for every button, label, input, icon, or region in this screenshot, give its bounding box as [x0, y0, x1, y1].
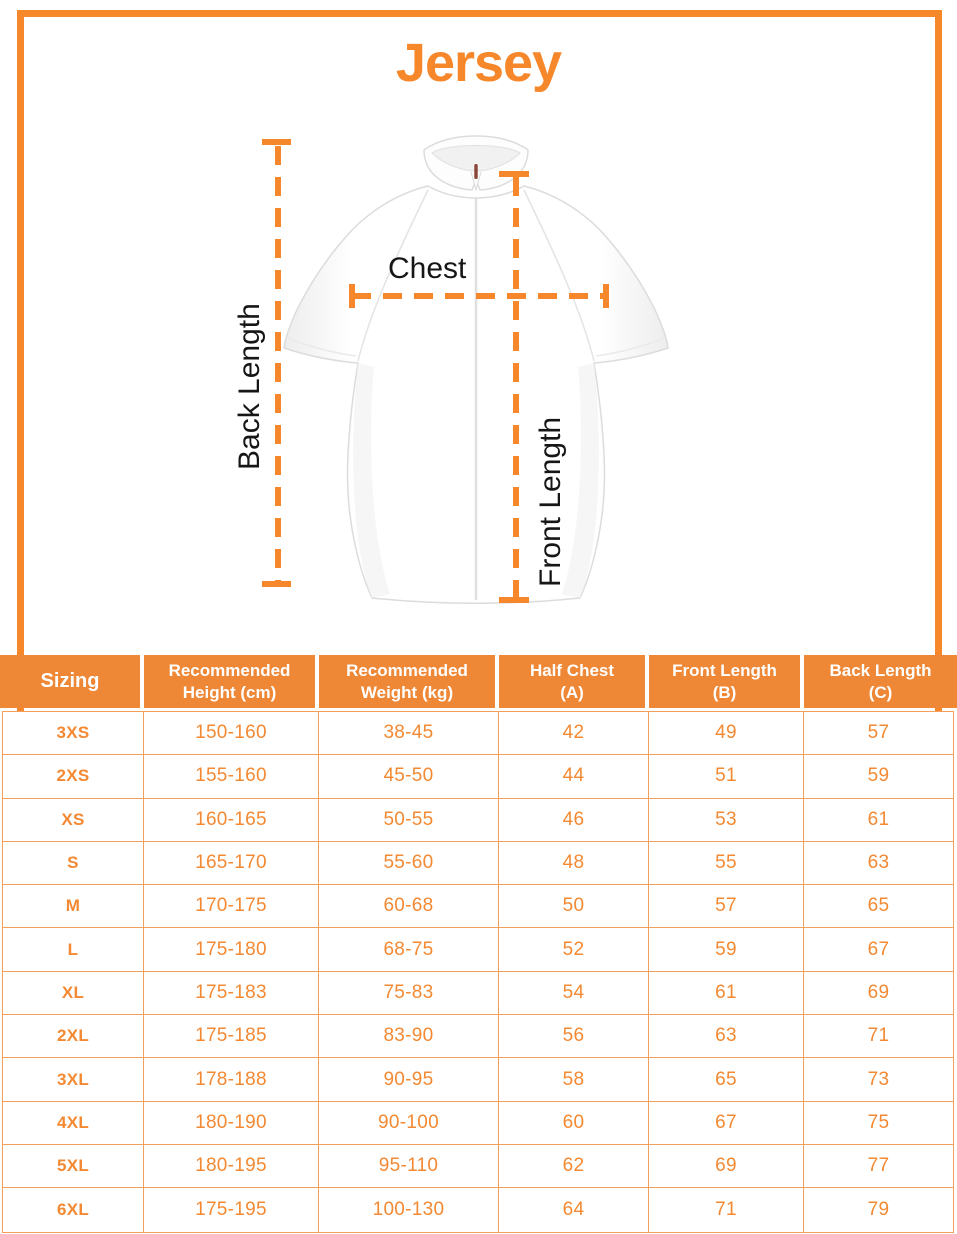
front-length-cell: 63	[648, 1015, 803, 1057]
weight-cell: 50-55	[318, 799, 498, 841]
table-row	[3, 712, 953, 755]
half-chest-cell: 48	[498, 842, 648, 884]
half-chest-cell: 56	[498, 1015, 648, 1057]
weight-cell: 75-83	[318, 972, 498, 1014]
size-cell: L	[67, 939, 79, 959]
weight-cell: 55-60	[318, 842, 498, 884]
height-cell: 150-160	[143, 712, 318, 754]
header-line: Height (cm)	[182, 682, 277, 702]
half-chest-cell: 54	[498, 972, 648, 1014]
header-line: Weight (kg)	[360, 682, 454, 702]
front-length-cell: 57	[648, 885, 803, 927]
size-cell: 6XL	[56, 1199, 90, 1219]
height-cell: 175-195	[143, 1188, 318, 1231]
header-line: Sizing	[40, 670, 100, 692]
back-length-cell: 69	[803, 972, 953, 1014]
front-length-cap-bottom	[499, 597, 529, 603]
height-cell: 175-180	[143, 928, 318, 970]
weight-cell: 68-75	[318, 928, 498, 970]
front-length-cell: 53	[648, 799, 803, 841]
chest-cap-right	[603, 284, 609, 308]
table-row	[3, 928, 953, 971]
height-cell: 175-185	[143, 1015, 318, 1057]
header-line: Front Length	[672, 661, 777, 681]
back-length-cell: 61	[803, 799, 953, 841]
front-length-line	[513, 177, 519, 597]
back-length-cap-top	[262, 139, 291, 145]
table-row	[3, 1188, 953, 1231]
table-body	[2, 711, 954, 1233]
back-length-cell: 77	[803, 1145, 953, 1187]
height-cell: 165-170	[143, 842, 318, 884]
half-chest-cell: 46	[498, 799, 648, 841]
back-length-cell: 75	[803, 1102, 953, 1144]
height-cell: 160-165	[143, 799, 318, 841]
weight-cell: 60-68	[318, 885, 498, 927]
front-length-cell: 71	[648, 1188, 803, 1231]
table-row	[3, 755, 953, 798]
header-cell-front-length	[649, 655, 800, 708]
weight-cell: 100-130	[318, 1188, 498, 1231]
header-line: (B)	[712, 682, 737, 702]
size-table	[0, 655, 957, 1233]
header-cell-height	[144, 655, 315, 708]
height-cell: 155-160	[143, 755, 318, 797]
front-length-cell: 55	[648, 842, 803, 884]
header-line: (A)	[560, 682, 584, 702]
size-cell: 5XL	[56, 1156, 90, 1176]
front-length-cell: 59	[648, 928, 803, 970]
size-cell: 2XS	[56, 766, 90, 786]
zipper-pull	[474, 164, 477, 179]
front-length-cell: 61	[648, 972, 803, 1014]
size-cell: S	[67, 853, 79, 873]
table-row	[3, 799, 953, 842]
front-length-cell: 69	[648, 1145, 803, 1187]
table-row	[3, 1145, 953, 1188]
size-cell: XS	[61, 809, 85, 829]
weight-cell: 95-110	[318, 1145, 498, 1187]
front-length-cell: 67	[648, 1102, 803, 1144]
front-length-cell: 49	[648, 712, 803, 754]
height-cell: 175-183	[143, 972, 318, 1014]
height-cell: 178-188	[143, 1058, 318, 1100]
back-length-cell: 59	[803, 755, 953, 797]
header-cell-back-length	[804, 655, 957, 708]
table-row	[3, 1015, 953, 1058]
half-chest-cell: 50	[498, 885, 648, 927]
chest-cap-left	[349, 284, 355, 308]
back-length-label: Back Length	[233, 303, 266, 470]
weight-cell: 38-45	[318, 712, 498, 754]
back-length-cell: 79	[803, 1188, 953, 1231]
back-length-cell: 73	[803, 1058, 953, 1100]
weight-cell: 90-100	[318, 1102, 498, 1144]
table-row	[3, 1102, 953, 1145]
table-row	[3, 885, 953, 928]
half-chest-cell: 64	[498, 1188, 648, 1231]
size-cell: 2XL	[56, 1026, 90, 1046]
size-cell: 3XL	[56, 1069, 90, 1089]
header-cell-half-chest	[499, 655, 645, 708]
header-line: Recommended	[346, 661, 468, 681]
size-cell: XL	[61, 982, 85, 1002]
height-cell: 180-190	[143, 1102, 318, 1144]
size-cell: 4XL	[56, 1112, 90, 1132]
header-line: Back Length	[829, 661, 932, 681]
chest-line	[352, 293, 606, 299]
size-cell: 3XS	[56, 723, 90, 743]
half-chest-cell: 44	[498, 755, 648, 797]
weight-cell: 83-90	[318, 1015, 498, 1057]
half-chest-cell: 58	[498, 1058, 648, 1100]
header-line: Half Chest	[529, 661, 615, 681]
header-line: (C)	[868, 682, 893, 702]
half-chest-cell: 52	[498, 928, 648, 970]
height-cell: 170-175	[143, 885, 318, 927]
back-length-cell: 67	[803, 928, 953, 970]
header-line: Recommended	[168, 661, 291, 681]
jersey-illustration	[278, 132, 674, 610]
back-length-cell: 63	[803, 842, 953, 884]
half-chest-cell: 42	[498, 712, 648, 754]
header-cell-weight	[319, 655, 495, 708]
front-length-cell: 51	[648, 755, 803, 797]
table-row	[3, 842, 953, 885]
front-length-cell: 65	[648, 1058, 803, 1100]
page-title: Jersey	[395, 33, 562, 93]
back-length-cell: 57	[803, 712, 953, 754]
front-length-cap-top	[499, 171, 529, 177]
half-chest-cell: 62	[498, 1145, 648, 1187]
header-cell-sizing	[0, 655, 140, 708]
back-length-cap-bottom	[262, 581, 291, 587]
back-length-cell: 71	[803, 1015, 953, 1057]
half-chest-cell: 60	[498, 1102, 648, 1144]
back-length-line	[275, 146, 281, 582]
weight-cell: 45-50	[318, 755, 498, 797]
table-row	[3, 1058, 953, 1101]
weight-cell: 90-95	[318, 1058, 498, 1100]
size-cell: M	[65, 896, 81, 916]
table-row	[3, 972, 953, 1015]
front-length-label: Front Length	[534, 416, 567, 587]
chest-label: Chest	[388, 252, 467, 285]
table-header	[0, 655, 957, 708]
back-length-cell: 65	[803, 885, 953, 927]
height-cell: 180-195	[143, 1145, 318, 1187]
